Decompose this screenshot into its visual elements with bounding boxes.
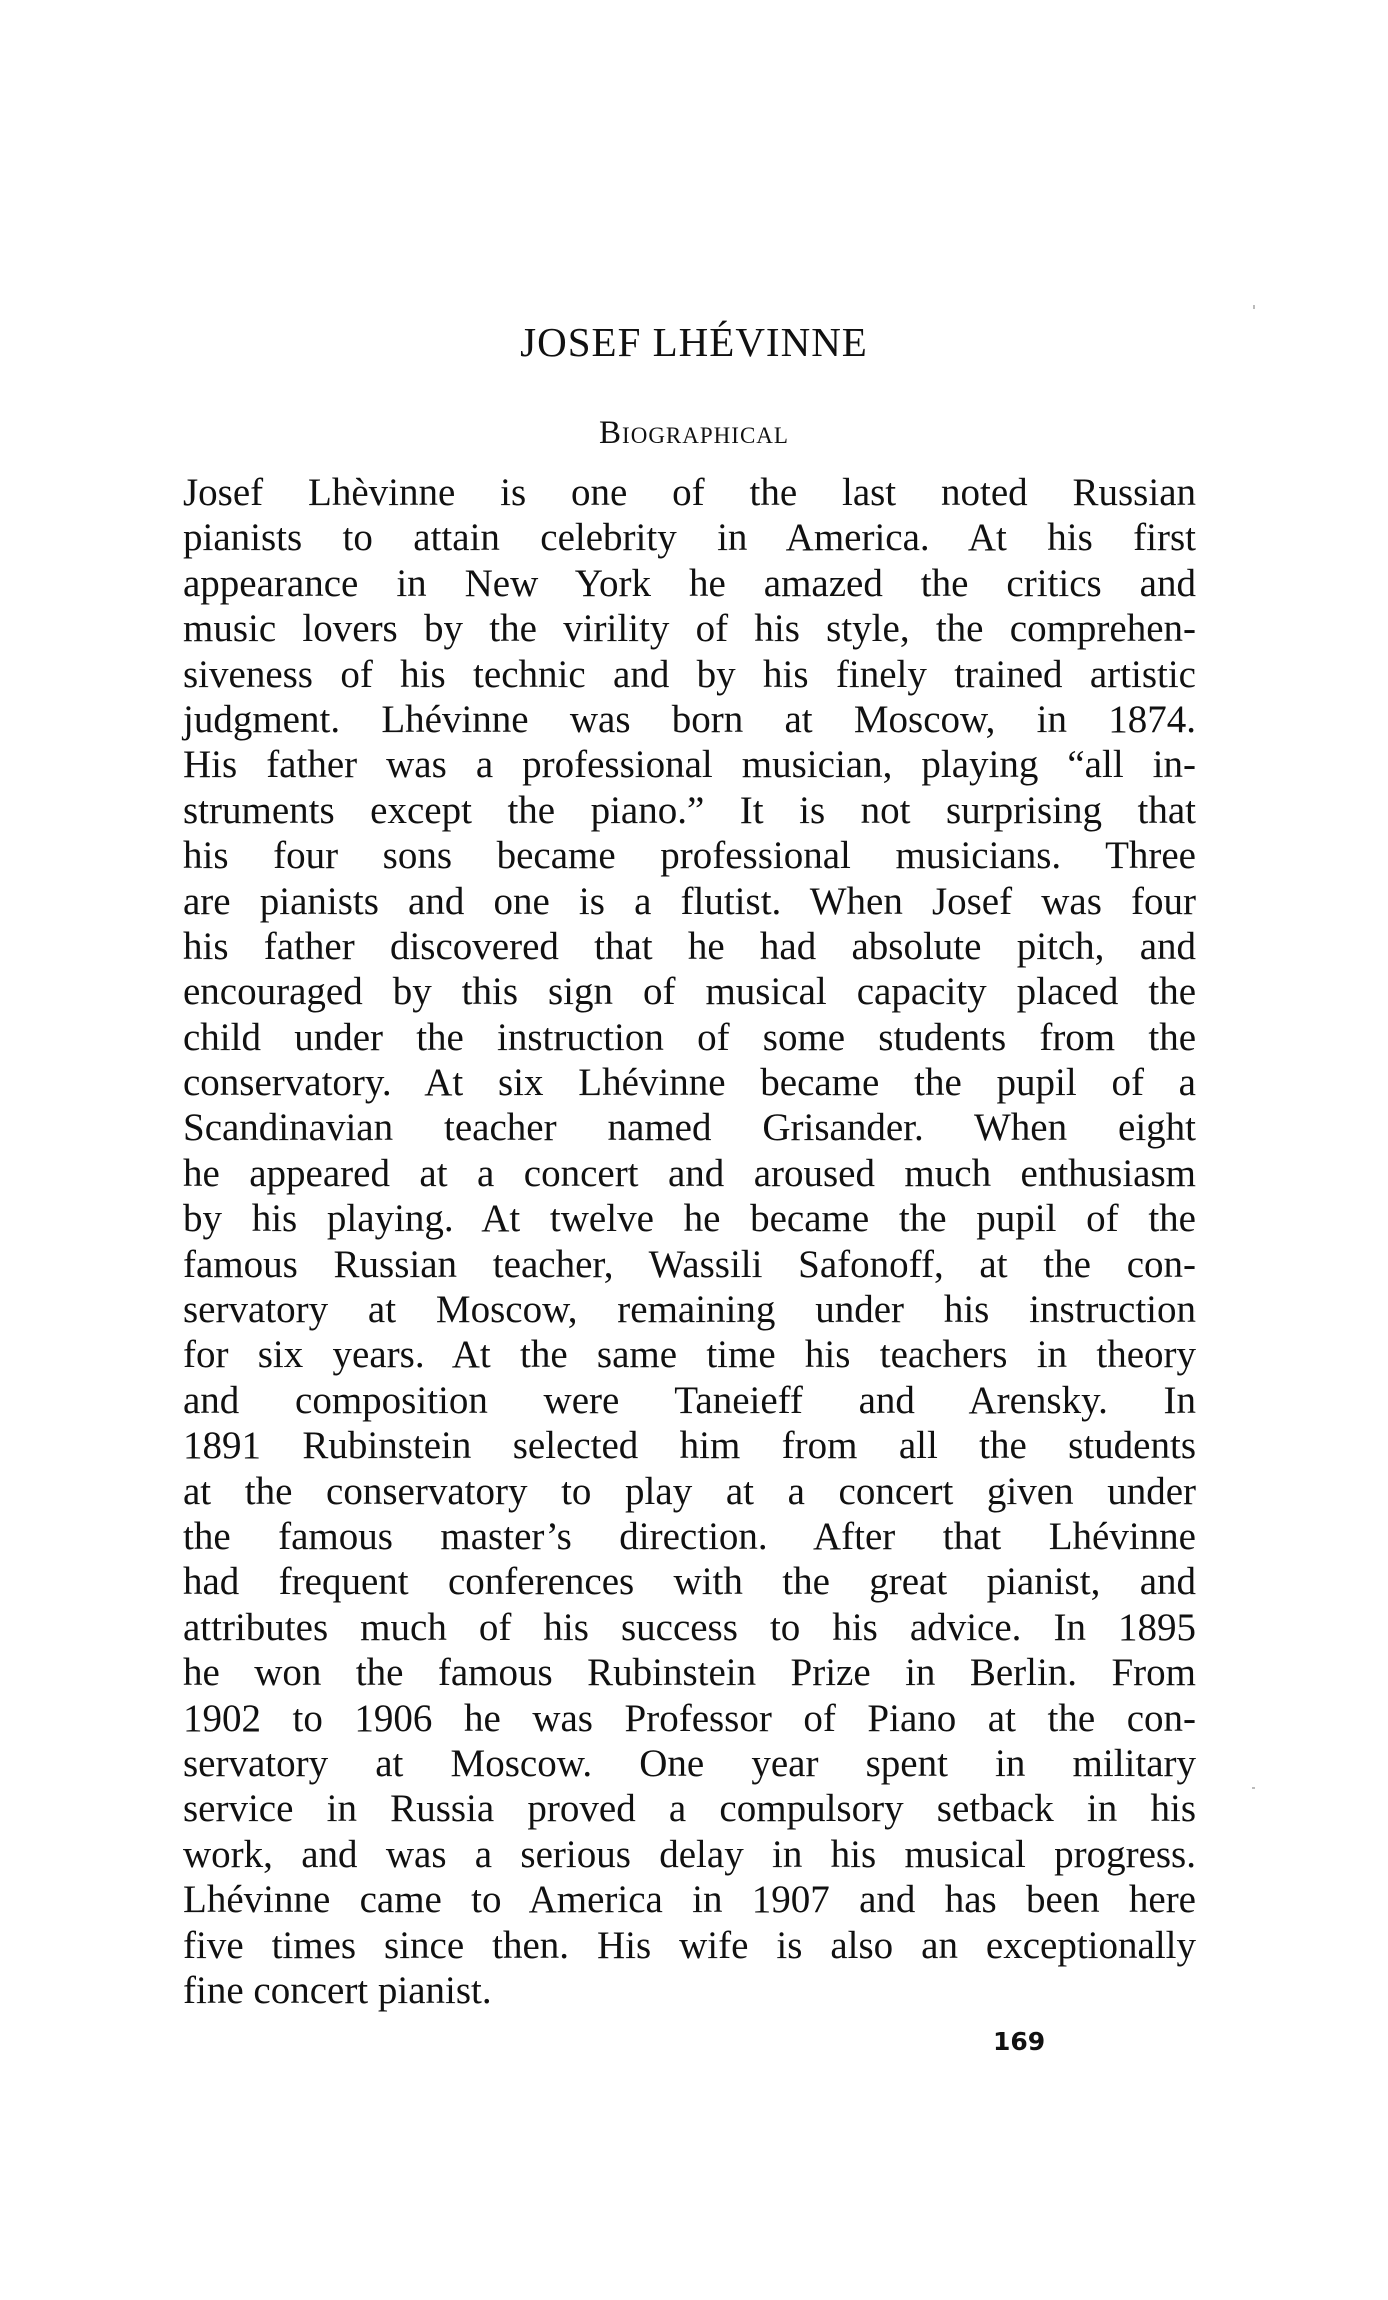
text-line: pianists to attain celebrity in America. At his first — [183, 516, 1196, 560]
text-line: famous Russian teacher, Wassili Safonoff, at the con- — [183, 1242, 1196, 1286]
text-line: struments except the piano.” It is not surprising that — [183, 788, 1196, 832]
text-line: Lhévinne came to America in 1907 and has been here — [183, 1878, 1196, 1922]
text-line: are pianists and one is a flutist. When Josef was four — [183, 879, 1196, 923]
text-line: siveness of his technic and by his finely trained artistic — [183, 652, 1196, 696]
paper-speck — [1252, 1787, 1255, 1789]
text-line: judgment. Lhévinne was born at Moscow, in 1874. — [183, 697, 1196, 741]
text-line: by his playing. At twelve he became the pupil of the — [183, 1197, 1196, 1241]
text-line: for six years. At the same time his teachers in theory — [183, 1333, 1196, 1377]
text-line: at the conservatory to play at a concert given under — [183, 1469, 1196, 1513]
text-line: attributes much of his success to his advice. In 1895 — [183, 1605, 1196, 1649]
text-line: had frequent conferences with the great pianist, and — [183, 1560, 1196, 1604]
text-line: and composition were Taneieff and Arensky. In — [183, 1378, 1196, 1422]
text-line: Scandinavian teacher named Grisander. When eight — [183, 1106, 1196, 1150]
text-line: five times since then. His wife is also an exceptionally — [183, 1923, 1196, 1967]
text-line: child under the instruction of some students from the — [183, 1015, 1196, 1059]
page-title: JOSEF LHÉVINNE — [520, 319, 868, 365]
text-line: he appeared at a concert and aroused much enthusiasm — [183, 1151, 1196, 1195]
text-line: 1891 Rubinstein selected him from all the students — [183, 1424, 1196, 1468]
page-number: 169 — [993, 2027, 1046, 2056]
text-line: service in Russia proved a compulsory setback in his — [183, 1787, 1196, 1831]
text-line: appearance in New York he amazed the critics and — [183, 561, 1196, 605]
text-line: his father discovered that he had absolute pitch, and — [183, 924, 1196, 968]
text-line: Josef Lhèvinne is one of the last noted Russian — [183, 471, 1196, 514]
section-subtitle: Biographical — [599, 415, 789, 451]
text-line: servatory at Moscow. One year spent in military — [183, 1741, 1196, 1785]
text-line: conservatory. At six Lhévinne became the pupil of a — [183, 1061, 1196, 1105]
body-paragraph — [183, 470, 1196, 2013]
paper-speck — [1253, 305, 1255, 309]
text-line: music lovers by the virility of his style, the comprehen- — [183, 607, 1196, 651]
text-line: the famous master’s direction. After that Lhévinne — [183, 1514, 1196, 1558]
text-line: 1902 to 1906 he was Professor of Piano at the con- — [183, 1696, 1196, 1740]
text-line: work, and was a serious delay in his musical progress. — [183, 1832, 1196, 1876]
text-line: encouraged by this sign of musical capacity placed the — [183, 970, 1196, 1014]
text-line: fine concert pianist. — [183, 1968, 492, 2012]
text-line: his four sons became professional musicians. Three — [183, 834, 1196, 878]
text-line: he won the famous Rubinstein Prize in Berlin. From — [183, 1651, 1196, 1695]
text-line: His father was a professional musician, playing “all in- — [183, 743, 1196, 787]
text-line: servatory at Moscow, remaining under his instruction — [183, 1288, 1196, 1332]
